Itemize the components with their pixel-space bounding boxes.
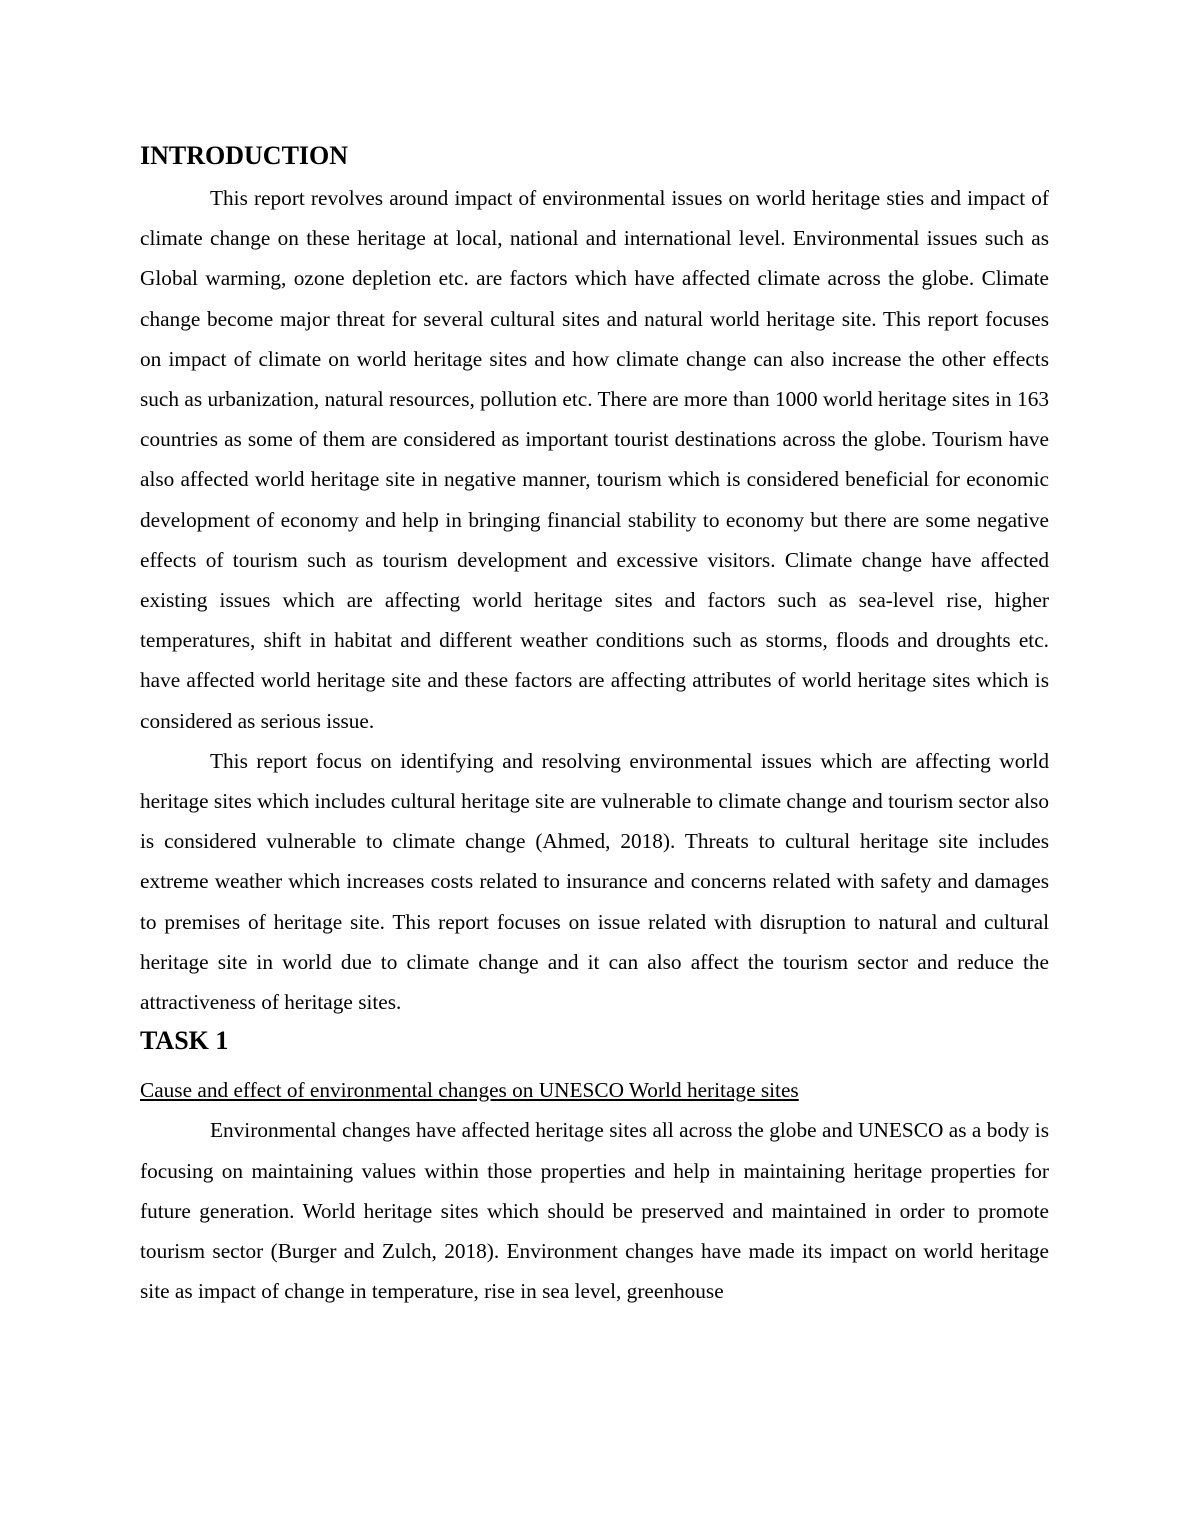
task1-paragraph-1: Environmental changes have affected heritage sites all across the globe and UNESCO as a body is focusing on maintaining values within those properties and help in maintaining heritage properties for future generation. World heritage sites which should be preserved and maintained in order to promote tourism sector (Burger and Zulch, 2018). Environment changes have made its impact on world heritage site as impact of change in temperature, rise in sea level, greenhouse bbox=[140, 1118, 1049, 1304]
document-page bbox=[140, 137, 1049, 1311]
introduction-paragraph-1: This report revolves around impact of environmental issues on world heritage sties and impact of climate change on these heritage at local, national and international level. Environmental issues such as Global warming, ozone depletion etc. are factors which have affected climate across the globe. Climate change become major threat for several cultural sites and natural world heritage site. This report focuses on impact of climate on world heritage sites and how climate change can also increase the other effects such as urbanization, natural resources, pollution etc. There are more than 1000 world heritage sites in 163 countries as some of them are considered as important tourist destinations across the globe. Tourism have also affected world heritage site in negative manner, tourism which is considered beneficial for economic development of economy and help in bringing financial stability to economy but there are some negative effects of tourism such as tourism development and excessive visitors. Climate change have affected existing issues which are affecting world heritage sites and factors such as sea-level rise, higher temperatures, shift in habitat and different weather conditions such as storms, floods and droughts etc. have affected world heritage site and these factors are affecting attributes of world heritage sites which is considered as serious issue. bbox=[140, 186, 1049, 733]
task1-heading: TASK 1 bbox=[140, 1026, 229, 1056]
introduction-paragraph-2: This report focus on identifying and resolving environmental issues which are affecting world heritage sites which includes cultural heritage site are vulnerable to climate change and tourism sector also is considered vulnerable to climate change (Ahmed, 2018). Threats to cultural heritage site includes extreme weather which increases costs related to insurance and concerns related with safety and damages to premises of heritage site. This report focuses on issue related with disruption to natural and cultural heritage site in world due to climate change and it can also affect the tourism sector and reduce the attractiveness of heritage sites. bbox=[140, 748, 1049, 1015]
task1-subheading: Cause and effect of environmental changes on UNESCO World heritage sites bbox=[140, 1078, 799, 1103]
introduction-heading: INTRODUCTION bbox=[140, 141, 349, 170]
